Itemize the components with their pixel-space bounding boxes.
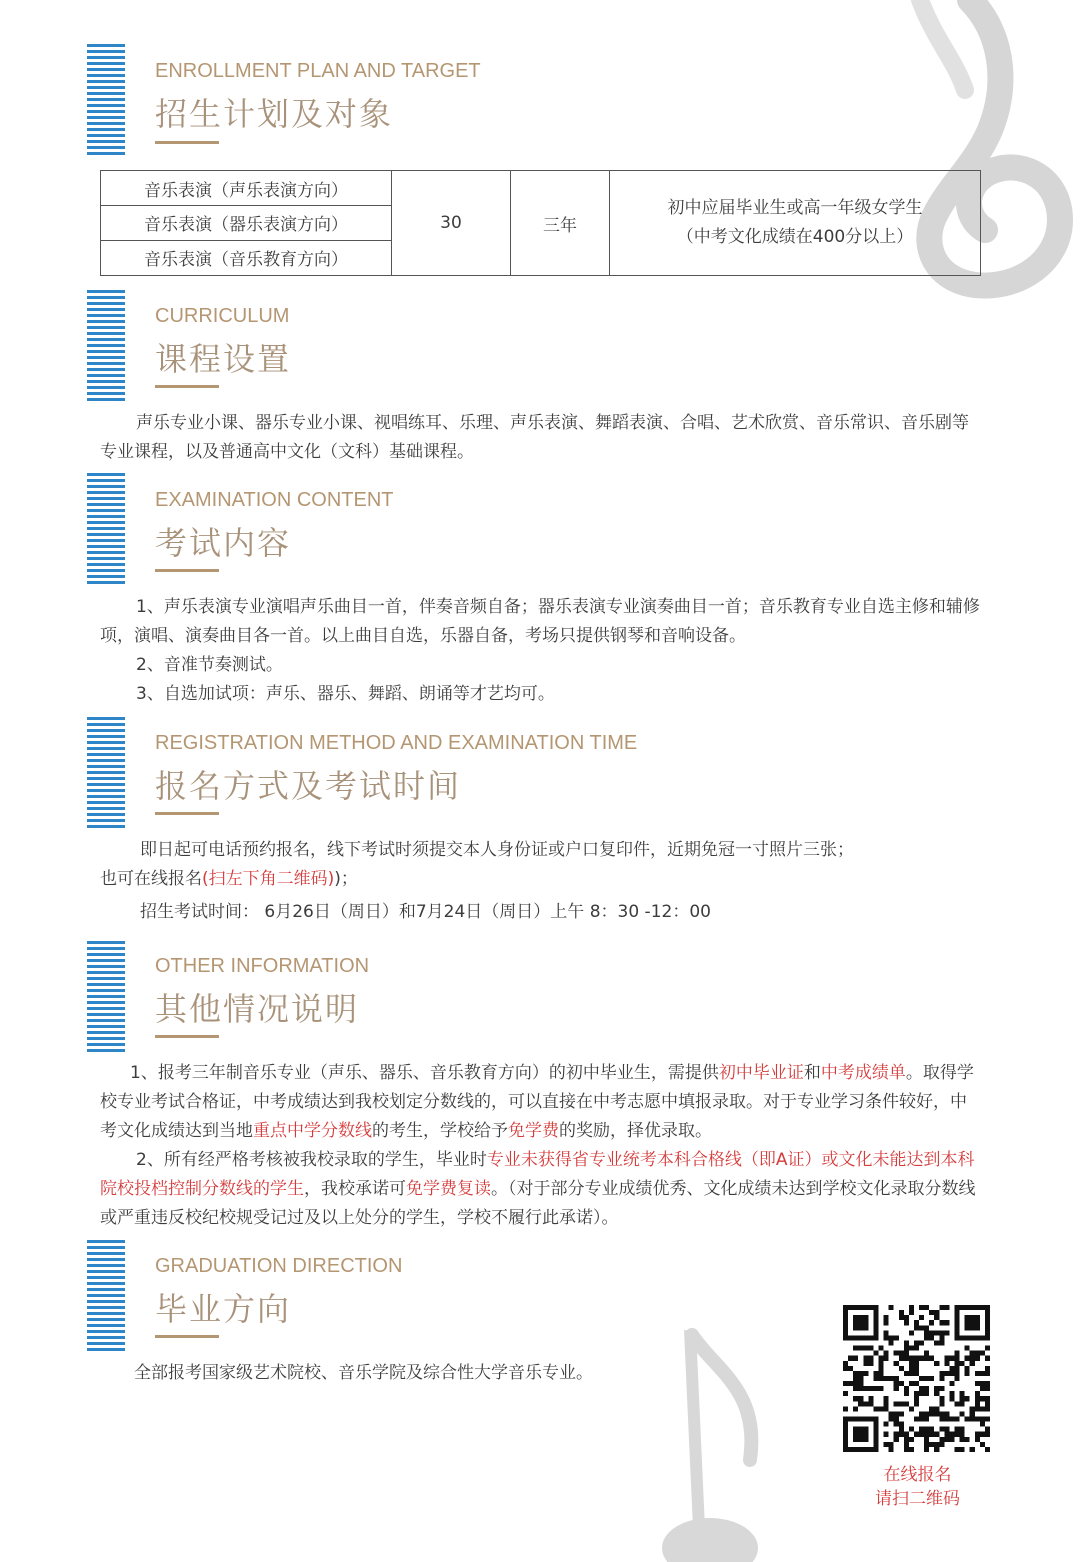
other-paragraph-2 bbox=[100, 1146, 980, 1233]
body-text: ，我校承诺可 bbox=[304, 1179, 406, 1199]
curriculum-underline bbox=[155, 385, 219, 388]
other-zh-title: 其他情况说明 bbox=[155, 990, 360, 1028]
exam-zh-title: 考试内容 bbox=[155, 524, 292, 562]
table-cell-duration: 三年 bbox=[511, 171, 610, 276]
target-line-1: 初中应届毕业生或高一年级女学生 bbox=[667, 198, 923, 218]
body-text: 。（对于部分专业成绩优秀、文化成绩未达到学校文化录取分数线或严重违反校纪校规受记过及以上处分的学生，学校不履行此承诺）。 bbox=[100, 1179, 976, 1228]
qr-caption-line-2: 请扫二维码 bbox=[875, 1489, 960, 1509]
table-cell-quota: 30 bbox=[392, 171, 511, 276]
graduation-zh-title: 毕业方向 bbox=[155, 1290, 292, 1328]
other-en-title: OTHER INFORMATION bbox=[155, 955, 370, 977]
registration-line-2-suffix: )； bbox=[334, 869, 358, 889]
body-text: 2、所有经严格考核被我校录取的学生，毕业时 bbox=[136, 1150, 487, 1170]
exam-time-line bbox=[100, 898, 980, 927]
table-cell-major: 音乐表演（音乐教育方向） bbox=[101, 240, 392, 275]
highlight-text: 免学费复读 bbox=[406, 1179, 491, 1199]
highlight-text: 重点中学分数线 bbox=[253, 1121, 372, 1141]
highlight-text: 中考成绩单 bbox=[820, 1063, 906, 1083]
highlight-text: 专业未获得省专业统考本科合格线（即A证）或文化未能达到本科院校投档控制分数线的学生 bbox=[100, 1150, 975, 1199]
registration-underline bbox=[155, 812, 219, 815]
enrollment-en-title: ENROLLMENT PLAN AND TARGET bbox=[155, 60, 481, 82]
exam-item: 3、自选加试项：声乐、器乐、舞蹈、朗诵等才艺均可。 bbox=[136, 684, 555, 704]
curriculum-text bbox=[100, 409, 980, 467]
exam-item: 2、音准节奏测试。 bbox=[136, 655, 283, 675]
qr-caption bbox=[840, 1463, 995, 1511]
registration-en-title: REGISTRATION METHOD AND EXAMINATION TIME bbox=[155, 732, 638, 754]
graduation-underline bbox=[155, 1335, 219, 1338]
music-note-decoration bbox=[640, 1320, 840, 1562]
other-info-text bbox=[100, 1059, 980, 1233]
body-text: 的奖励，择优录取。 bbox=[559, 1121, 712, 1141]
registration-line-1: 即日起可电话预约报名，线下考试时须提交本人身份证或户口复印件，近期免冠一寸照片三张； bbox=[140, 840, 854, 860]
target-line-2: （中考文化成绩在400分以上） bbox=[676, 227, 914, 247]
highlight-text: 免学费 bbox=[508, 1121, 559, 1141]
registration-line-2 bbox=[100, 865, 980, 894]
section-stripe-icon bbox=[87, 473, 125, 585]
other-underline bbox=[155, 1035, 219, 1038]
registration-online-text: 也可在线报名 bbox=[100, 869, 202, 889]
other-paragraph-1 bbox=[100, 1059, 980, 1146]
graduation-paragraph: 全部报考国家级艺术院校、音乐学院及综合性大学音乐专业。 bbox=[134, 1363, 593, 1383]
exam-underline bbox=[155, 569, 219, 572]
curriculum-paragraph: 声乐专业小课、器乐专业小课、视唱练耳、乐理、声乐表演、舞蹈表演、合唱、艺术欣赏、音乐常识、音乐剧等专业课程，以及普通高中文化（文科）基础课程。 bbox=[100, 413, 969, 462]
exam-en-title: EXAMINATION CONTENT bbox=[155, 489, 394, 511]
qr-code-icon[interactable] bbox=[843, 1305, 990, 1452]
qr-caption-line-1: 在线报名 bbox=[883, 1465, 952, 1485]
registration-zh-title: 报名方式及考试时间 bbox=[155, 767, 462, 805]
table-cell-target bbox=[610, 171, 981, 276]
enrollment-zh-title: 招生计划及对象 bbox=[155, 95, 394, 133]
section-stripe-icon bbox=[87, 44, 125, 157]
table-cell-major: 音乐表演（器乐表演方向） bbox=[101, 206, 392, 240]
exam-time-label: 招生考试时间： bbox=[140, 902, 259, 922]
body-text: 。取得学校专业考试合格证，中考成绩达到我校划定分数线的，可以直接在中考志愿中填报录取。对于专业学习条件较好，中考文化成绩达到当地 bbox=[100, 1063, 974, 1141]
section-stripe-icon bbox=[87, 941, 125, 1053]
section-stripe-icon bbox=[87, 717, 125, 829]
exam-time-value: 6月26日（周日）和7月24日（周日）上午 8：30 -12：00 bbox=[264, 902, 711, 922]
body-text: 的考生，学校给予 bbox=[372, 1121, 508, 1141]
section-stripe-icon bbox=[87, 1240, 125, 1352]
body-text: 1、报考三年制音乐专业（声乐、器乐、音乐教育方向）的初中毕业生，需提供 bbox=[130, 1063, 719, 1083]
table-cell-major: 音乐表演（声乐表演方向） bbox=[101, 171, 392, 206]
exam-item: 1、声乐表演专业演唱声乐曲目一首，伴奏音频自备；器乐表演专业演奏曲目一首；音乐教育专业自选主修和辅修项，演唱、演奏曲目各一首。以上曲目自选，乐器自备，考场只提供钢琴和音响设备。 bbox=[100, 597, 980, 646]
curriculum-zh-title: 课程设置 bbox=[155, 340, 292, 378]
curriculum-en-title: CURRICULUM bbox=[155, 305, 290, 327]
graduation-text bbox=[100, 1359, 740, 1388]
highlight-text: 初中毕业证 bbox=[718, 1063, 804, 1083]
graduation-en-title: GRADUATION DIRECTION bbox=[155, 1255, 403, 1277]
enrollment-plan-table bbox=[100, 170, 981, 276]
scan-qr-hint: (扫左下角二维码) bbox=[202, 869, 335, 889]
exam-content-text bbox=[100, 593, 980, 709]
enrollment-underline bbox=[155, 141, 219, 144]
body-text: 和 bbox=[803, 1063, 821, 1083]
section-stripe-icon bbox=[87, 290, 125, 402]
registration-text bbox=[100, 836, 980, 927]
